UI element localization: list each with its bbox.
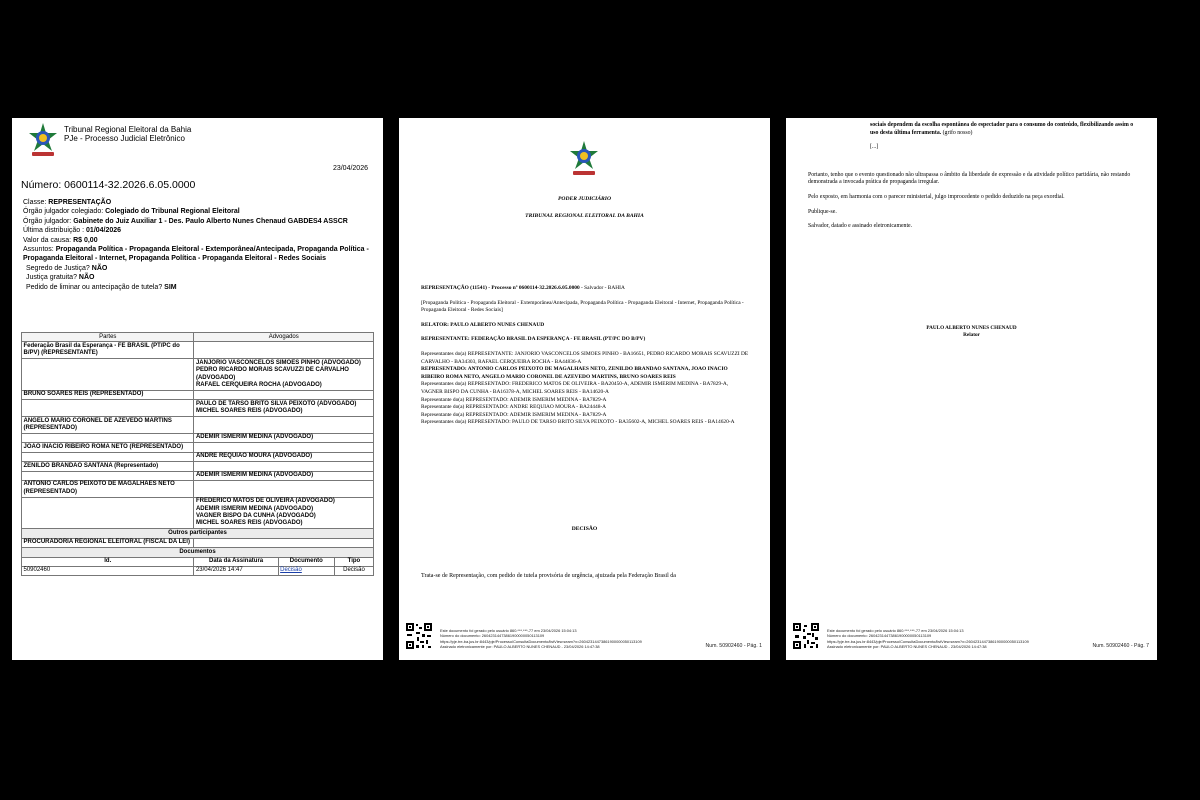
party-cell: Federação Brasil da Esperança - FE BRASIL (PT/PC do B/PV) (REPRESENTANTE) — [22, 342, 194, 359]
field-row — [23, 245, 373, 264]
field-value: REPRESENTAÇÃO — [48, 199, 112, 206]
field-label: Valor da causa: — [23, 236, 74, 244]
process-summary-page — [12, 118, 383, 660]
case-title: REPRESENTAÇÃO (11541) - Processo nº 0600114-32.2026.6.05.0000 — [421, 285, 580, 291]
lawyer-name: PAULO DE TARSO BRITO SILVA PEIXOTO (ADVOGADO) — [195, 400, 357, 407]
case-representante: REPRESENTANTE: FEDERAÇÃO BRASIL DA ESPERANÇA - FE BRASIL (PT/PC DO B/PV) — [421, 336, 646, 343]
table-row — [22, 452, 374, 461]
field-value: 01/04/2026 — [86, 227, 122, 235]
footer-signed: Assinado eletronicamente por: PAULO ALBERTO NUNES CHENAUD - 23/04/2026 14:47:38 — [440, 643, 600, 649]
footer-url: https://pje.tre-ba.jus.br:8443/pje/Processo/ConsultaDocumento/listView.seam?x=26042314473861900000050113109 — [440, 638, 642, 644]
lawyer-name: ADEMIR ISMERIM MEDINA (ADVOGADO) — [195, 434, 314, 441]
footer-url: https://pje.tre-ba.jus.br:8443/pje/Processo/ConsultaDocumento/listView.seam?x=26042314473861900000050113109 — [827, 638, 1029, 644]
col-partes: Partes — [22, 333, 194, 342]
lawyers-cell — [194, 480, 374, 497]
table-row — [22, 443, 374, 452]
field-row — [23, 283, 373, 292]
page-number: Num. 50902460 - Pág. 1 — [705, 643, 762, 649]
footer-doc-number: Número do documento: 26042314473861900000050113109 — [827, 633, 932, 639]
table-row — [22, 538, 374, 547]
field-row — [23, 273, 373, 282]
documents-title: Documentos — [22, 548, 374, 557]
field-row — [23, 198, 373, 207]
lawyers-cell — [194, 417, 374, 434]
parties-table — [21, 332, 374, 576]
qr-code-icon — [405, 622, 433, 650]
signer-role: Relator — [963, 332, 980, 338]
decision-body — [808, 122, 1138, 238]
lawyers-cell — [194, 443, 374, 452]
coat-of-arms-icon — [26, 122, 60, 160]
paragraph-publique: Publique-se. — [808, 208, 837, 215]
case-header — [421, 285, 751, 427]
party-cell — [22, 359, 194, 391]
decision-heading: DECISÃO — [571, 526, 598, 532]
signature-footer — [440, 628, 690, 649]
table-row — [22, 557, 374, 566]
table-row — [22, 497, 374, 529]
process-fields — [23, 198, 373, 292]
doc-type: Decisão — [334, 566, 373, 575]
representado-lawyers-line: Representantes do(a) REPRESENTADO: PAULO DE TARSO BRITO SILVA PEIXOTO - BA35602-A, MICHEL SOARES REIS - BA14620-A — [421, 419, 735, 426]
party-cell — [22, 452, 194, 461]
signature-footer — [827, 628, 1077, 649]
table-row — [22, 548, 374, 557]
doc-col-header: Id. — [22, 557, 194, 566]
case-subjects: [Propaganda Política - Propaganda Eleitoral - Extemporânea/Antecipada, Propaganda Política - Propaganda Eleitoral - Internet, Propaganda Política - Propaganda Eleitoral - Redes Sociais] — [421, 299, 744, 314]
party-cell — [22, 433, 194, 442]
table-row — [22, 359, 374, 391]
party-cell: JOAO INACIO RIBEIRO ROMA NETO (REPRESENTADO) — [22, 443, 194, 452]
representado-lawyers-line: Representante do(a) REPRESENTADO: ADEMIR ISMERIM MEDINA - BA7829-A — [421, 396, 607, 403]
process-number: Número: 0600114-32.2026.6.05.0000 — [21, 179, 196, 191]
paragraph-portanto: Portanto, tenho que o evento questionado não ultrapassa o âmbito da liberdade de expressão e da atividade político partidária, não restando demonstrada a invocada prática de propaganda irregular. — [808, 171, 1131, 186]
table-row — [22, 566, 374, 575]
lawyers-cell — [194, 462, 374, 471]
outros-participant: PROCURADORIA REGIONAL ELEITORAL (FISCAL DA LEI) — [22, 538, 194, 547]
lawyers-cell — [194, 390, 374, 399]
field-label: Justiça gratuita? — [26, 274, 79, 282]
doc-col-header: Documento — [278, 557, 334, 566]
signature-block — [786, 325, 1157, 339]
lawyers-cell — [194, 497, 374, 529]
lawyer-name: FREDERICO MATOS DE OLIVEIRA (ADVOGADO) — [195, 498, 335, 505]
qr-code-icon — [792, 622, 820, 650]
party-cell — [22, 400, 194, 417]
table-row — [22, 529, 374, 538]
lawyers-cell — [194, 400, 374, 417]
lawyer-name: MICHEL SOARES REIS (ADVOGADO) — [195, 408, 303, 415]
party-cell: ANGELO MARIO CORONEL DE AZEVEDO MARTINS (REPRESENTADO) — [22, 417, 194, 434]
field-value: SIM — [164, 283, 177, 291]
decision-page-7 — [786, 118, 1157, 660]
party-cell: BRUNO SOARES REIS (REPRESENTADO) — [22, 390, 194, 399]
footer-doc-number: Número do documento: 26042314473861900000050113109 — [440, 633, 545, 639]
table-row — [22, 400, 374, 417]
field-label: Pedido de liminar ou antecipação de tutela? — [26, 283, 165, 291]
institution-header — [64, 125, 191, 143]
col-advogados: Advogados — [194, 333, 374, 342]
lawyer-name: ADEMIR ISMERIM MEDINA (ADVOGADO) — [195, 505, 314, 512]
outros-empty — [194, 538, 374, 547]
ellipsis: [...] — [870, 144, 879, 151]
case-representados: REPRESENTADO: ANTONIO CARLOS PEIXOTO DE MAGALHAES NETO, ZENILDO BRANDAO SANTANA, JOAO INACIO RIBEIRO ROMA NETO, ANGELO MARIO CORONEL DE AZEVEDO MARTINS, BRUNO SOARES REIS — [421, 366, 728, 380]
quote-text: sociais dependem da escolha espontânea do espectador para o consumo do conteúdo, flexibilizando assim o uso desta última ferramenta. — [870, 122, 1134, 136]
footer-generated: Este documento foi gerado pelo usuário 860.***.***-77 em 23/04/2026 15:04:13 — [827, 628, 964, 634]
lawyers-cell — [194, 471, 374, 480]
table-row — [22, 471, 374, 480]
field-label: Assuntos: — [23, 246, 56, 254]
table-row — [22, 433, 374, 442]
field-label: Órgão julgador colegiado: — [23, 208, 106, 216]
doc-col-header: Tipo — [334, 557, 373, 566]
representante-lawyers: Representantes do(a) REPRESENTANTE: JANJORIO VASCONCELOS SIMOES PINHO - BA16651, PEDRO RICARDO MORAIS SCAVUZZI DE CARVALHO - BA34303, RAFAEL CERQUEIRA ROCHA - BA44836-A — [421, 350, 749, 365]
doc-id: 50902460 — [22, 566, 194, 575]
field-value: NÃO — [78, 274, 95, 282]
field-value: Colegiado do Tribunal Regional Eleitoral — [105, 208, 240, 216]
field-value: R$ 0,00 — [73, 236, 98, 244]
field-row — [23, 226, 373, 235]
table-row — [22, 417, 374, 434]
lawyer-name: ADEMIR ISMERIM MEDINA (ADVOGADO) — [195, 472, 314, 478]
outros-title: Outros participantes — [22, 529, 374, 538]
document-link[interactable]: Decisão — [280, 567, 302, 574]
lawyer-name: VAGNER BISPO DA CUNHA (ADVOGADO) — [195, 513, 316, 520]
doc-col-header: Data da Assinatura — [194, 557, 278, 566]
representado-lawyers-line: Representantes do(a) REPRESENTADO: FREDERICO MATOS DE OLIVEIRA - BA20450-A, ADEMIR ISMERIM MEDINA - BA7829-A, VAGNER BISPO DA CUNHA - BA16378-A, MICHEL SOARES REIS - BA14620-A — [421, 381, 729, 395]
field-row — [23, 264, 373, 273]
field-row — [23, 217, 373, 226]
field-label: Órgão julgador: — [23, 217, 74, 225]
field-row — [23, 236, 373, 245]
representado-lawyers-line: Representante do(a) REPRESENTADO: ADEMIR ISMERIM MEDINA - BA7829-A — [421, 411, 607, 418]
decision-opening: Trata-se de Representação, com pedido de tutela provisória de urgência, ajuizada pela Federação Brasil da — [421, 573, 676, 579]
coat-of-arms-icon — [567, 140, 601, 180]
lawyer-name: ANDRE REQUIAO MOURA (ADVOGADO) — [195, 453, 313, 460]
field-value: Gabinete do Juiz Auxiliar 1 - Des. Paulo Alberto Nunes Chenaud GABDES4 ASSCR — [73, 217, 348, 225]
lawyer-name: PEDRO RICARDO MORAIS SCAVUZZI DE CARVALHO (ADVOGADO) — [195, 367, 349, 381]
table-row — [22, 390, 374, 399]
party-cell: ZENILDO BRANDAO SANTANA (Representado) — [22, 462, 194, 471]
lawyer-name: RAFAEL CERQUEIRA ROCHA (ADVOGADO) — [195, 381, 322, 388]
field-label: Última distribuição : — [23, 227, 87, 235]
lawyers-cell — [194, 342, 374, 359]
decision-page-1 — [399, 118, 770, 660]
table-row — [22, 480, 374, 497]
party-cell — [22, 497, 194, 529]
field-row — [23, 207, 373, 216]
institution-name: Tribunal Regional Eleitoral da Bahia — [64, 125, 192, 134]
signer-name: PAULO ALBERTO NUNES CHENAUD — [926, 325, 1017, 331]
paragraph-salvador: Salvador, datado e assinado eletronicamente. — [808, 223, 913, 230]
lawyers-cell — [194, 452, 374, 461]
paragraph-pelo-exposto: Pelo exposto, em harmonia com o parecer ministerial, julgo improcedente o pedido deduzido na peça exordial. — [808, 193, 1065, 200]
lawyer-name: JANJORIO VASCONCELOS SIMOES PINHO (ADVOGADO) — [195, 359, 361, 366]
poder-judiciario-heading: PODER JUDICIÁRIO — [558, 196, 611, 202]
footer-generated: Este documento foi gerado pelo usuário 860.***.***-77 em 23/04/2026 15:04:13 — [440, 628, 577, 634]
lawyers-cell — [194, 359, 374, 391]
party-cell: ANTONIO CARLOS PEIXOTO DE MAGALHAES NETO (REPRESENTADO) — [22, 480, 194, 497]
table-row — [22, 342, 374, 359]
field-value: NÃO — [91, 264, 108, 272]
quote-note: (grifo nosso) — [941, 129, 973, 136]
representado-lawyers-line: Representante do(a) REPRESENTADO: ANDRE REQUIAO MOURA - BA24448-A — [421, 404, 607, 411]
representados-lawyers — [421, 381, 751, 427]
case-relator: RELATOR: PAULO ALBERTO NUNES CHENAUD — [421, 321, 545, 328]
table-row — [22, 462, 374, 471]
field-value: Propaganda Política - Propaganda Eleitoral - Extemporânea/Antecipada, Propaganda Política - Propaganda Eleitoral - Internet, Propaganda Política - Propaganda Eleitoral - Redes Sociais — [23, 246, 369, 263]
field-label: Segredo de Justiça? — [26, 264, 92, 272]
page-number: Num. 50902460 - Pág. 7 — [1092, 643, 1149, 649]
party-cell — [22, 471, 194, 480]
lawyers-cell — [194, 433, 374, 442]
doc-date: 23/04/2026 14:47 — [194, 566, 278, 575]
footer-signed: Assinado eletronicamente por: PAULO ALBERTO NUNES CHENAUD - 23/04/2026 14:47:38 — [827, 643, 987, 649]
case-location: - Salvador - BAHIA — [579, 285, 625, 291]
tribunal-heading: TRIBUNAL REGIONAL ELEITORAL DA BAHIA — [525, 213, 644, 219]
field-label: Classe: — [23, 199, 49, 206]
doc-link-cell — [278, 566, 334, 575]
report-date: 23/04/2026 — [332, 165, 368, 172]
system-name: PJe - Processo Judicial Eletrônico — [64, 134, 185, 143]
lawyer-name: MICHEL SOARES REIS (ADVOGADO) — [195, 520, 303, 527]
